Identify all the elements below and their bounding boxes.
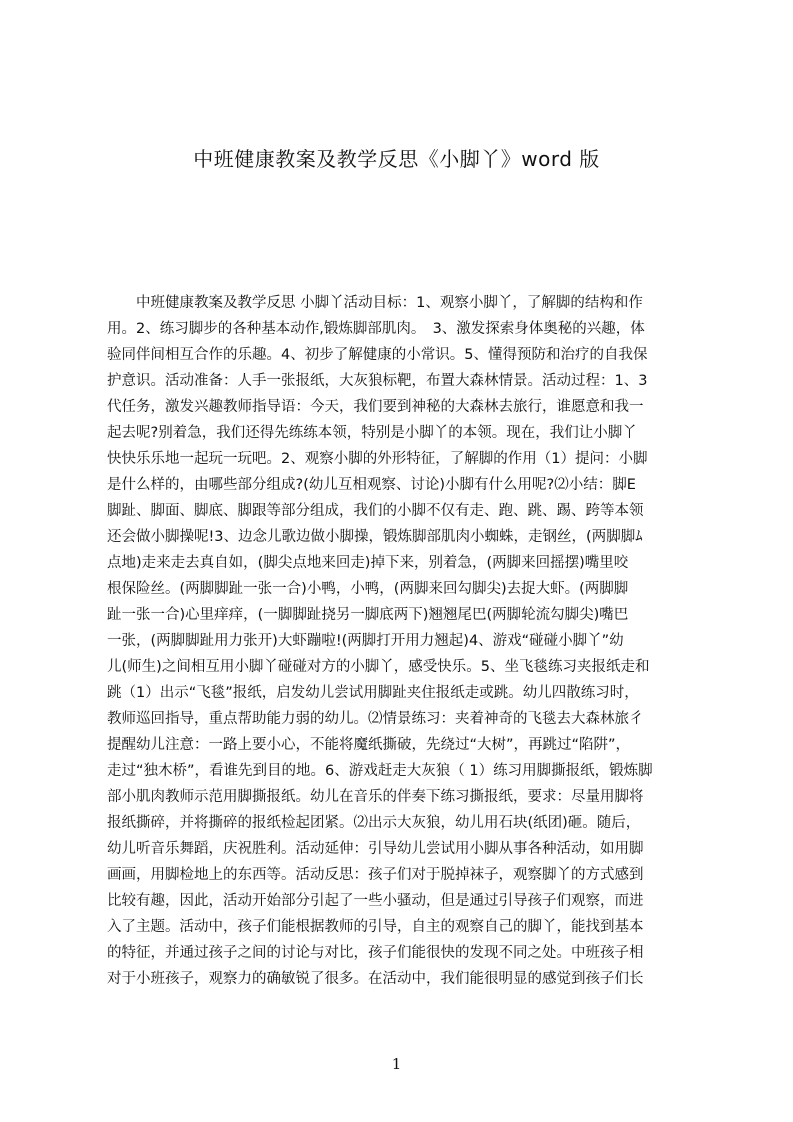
body-line: 的特征，并通过孩子之间的讨论与对比，孩子们能很快的发现不同之处。中班孩子相 xyxy=(107,945,644,961)
body-line: 报纸撕碎，并将撕碎的报纸检起团紧。⑵出示大灰狼，幼儿用石块(纸团)砸。随后， xyxy=(107,815,641,831)
body-line: 教师巡回指导，重点帮助能力弱的幼儿。⑵情景练习：夹着神奇的飞毯去大森林旅彳 xyxy=(107,711,644,727)
body-line: 一张，(两脚脚趾用力张开)大虾蹦啦!(两脚打开用力翘起)4、游戏“碰碰小脚丫”幼 xyxy=(107,633,624,649)
body-line: 用。2、练习脚步的各种基本动作,锻炼脚部肌肉。 3、激发探索身体奥秘的兴趣，体 xyxy=(107,321,645,337)
body-line: 提醒幼儿注意：一路上要小心，不能将魔纸撕破，先绕过“大树”，再跳过“陷阱”， xyxy=(107,737,631,753)
body-line: 走过“独木桥”，看谁先到目的地。6、游戏赶走大灰狼（ 1）练习用脚撕报纸，锻炼脚 xyxy=(107,763,653,779)
body-line: 护意识。活动准备：人手一张报纸，大灰狼标靶，布置大森林情景。活动过程：1、3 xyxy=(107,373,648,389)
body-line: 中班健康教案及教学反思 小脚丫活动目标：1、观察小脚丫，了解脚的结构和作 xyxy=(107,295,643,311)
body-line: 脚趾、脚面、脚底、脚跟等部分组成，我们的小脚不仅有走、跑、跳、踢、跨等本领 xyxy=(107,503,644,519)
document-title: 中班健康教案及教学反思《小脚丫》word 版 xyxy=(193,147,600,171)
page-number: 1 xyxy=(391,1055,402,1073)
body-line: 还会做小脚操呢!3、边念儿歌边做小脚操，锻炼脚部肌肉小蜘蛛，走钢丝，(两脚脚ﾑ xyxy=(107,529,643,545)
body-line: 儿(师生)之间相互用小脚丫碰碰对方的小脚丫，感受快乐。5、坐飞毯练习夹报纸走和 xyxy=(107,659,650,675)
body-line: 幼儿听音乐舞蹈，庆祝胜利。活动延伸：引导幼儿尝试用小脚从事各种活动，如用脚 xyxy=(107,841,644,857)
body-line: 部小肌肉教师示范用脚撕报纸。幼儿在音乐的伴奏下练习撕报纸，要求：尽量用脚将 xyxy=(107,789,644,805)
body-line: 根保险丝。(两脚脚趾一张一合)小鸭，小鸭，(两脚来回勾脚尖)去捉大虾。(两脚脚 xyxy=(107,581,629,597)
body-line: 点地)走来走去真自如，(脚尖点地来回走)掉下来，别着急，(两脚来回摇摆)嘴里咬 xyxy=(107,555,629,571)
body-line: 跳（1）出示“飞毯”报纸，启发幼儿尝试用脚趾夹住报纸走或跳。幼儿四散练习时， xyxy=(107,685,639,701)
body-line: 起去呢?别着急，我们还得先练练本领，特别是小脚丫的本领。现在，我们让小脚丫 xyxy=(107,425,637,441)
document-body xyxy=(107,290,697,987)
body-line: 入了主题。活动中，孩子们能根据教师的引导，自主的观察自己的脚丫，能找到基本 xyxy=(107,919,644,935)
body-line: 比较有趣，因此，活动开始部分引起了一些小骚动，但是通过引导孩子们观察，而进 xyxy=(107,893,644,909)
body-line: 快快乐乐地一起玩一玩吧。2、观察小脚的外形特征，了解脚的作用（1）提问：小脚 xyxy=(107,451,648,467)
body-line: 是什么样的，由哪些部分组成?(幼儿互相观察、讨论)小脚有什么用呢?⑵小结：脚E xyxy=(107,477,636,493)
body-line: 验同伴间相互合作的乐趣。4、初步了解健康的小常识。5、懂得预防和治疗的自我保 xyxy=(107,347,648,363)
body-line: 对于小班孩子，观察力的确敏锐了很多。在活动中，我们能很明显的感觉到孩子们长 xyxy=(107,971,644,987)
body-line: 代任务，激发兴趣教师指导语：今天，我们要到神秘的大森林去旅行，谁愿意和我一 xyxy=(107,399,644,415)
body-line: 画画，用脚检地上的东西等。活动反思：孩子们对于脱掉袜子，观察脚丫的方式感到 xyxy=(107,867,644,883)
body-line: 趾一张一合)心里痒痒，(一脚脚趾挠另一脚底两下)翘翘尾巴(两脚轮流勾脚尖)嘴巴 xyxy=(107,607,629,623)
